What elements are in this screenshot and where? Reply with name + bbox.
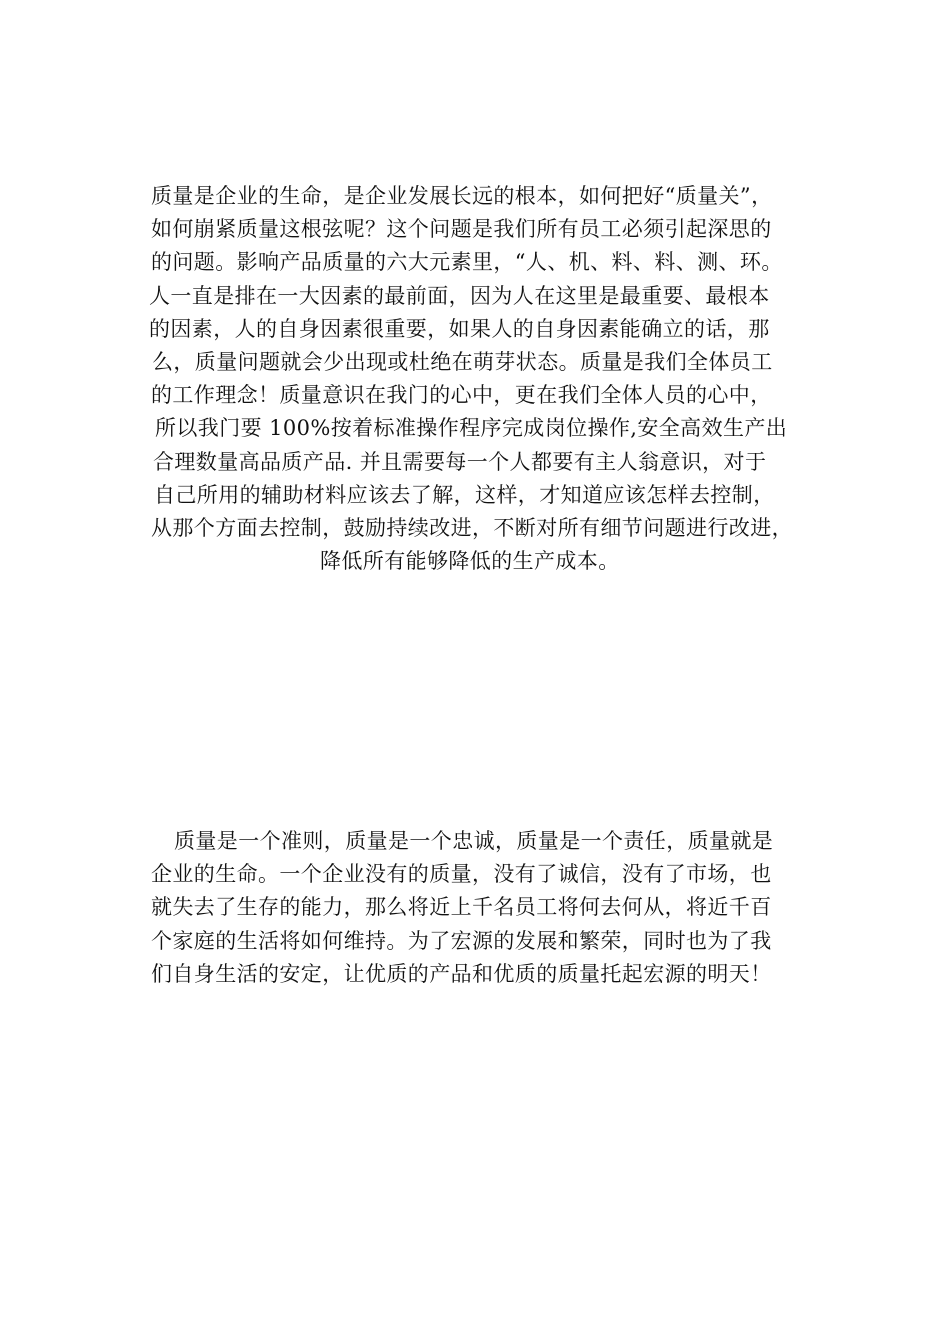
text-line: 如何崩紧质量这根弦呢？这个问题是我们所有员工必须引起深思的 — [151, 217, 772, 242]
text-line: 所以我门要 100%按着标准操作程序完成岗位操作,安全高效生产出 — [155, 416, 788, 441]
text-line: 的问题。影响产品质量的六大元素里，“人、机、料、料、测、环。 — [151, 250, 783, 275]
text-line: 质量是一个准则，质量是一个忠诚，质量是一个责任，质量就是 — [174, 829, 774, 853]
text-line: 的工作理念！质量意识在我门的心中，更在我们全体人员的心中， — [151, 383, 772, 408]
text-line: 的因素，人的自身因素很重要，如果人的自身因素能确立的话，那 — [149, 316, 770, 341]
text-line: 降低所有能够降低的生产成本。 — [320, 549, 620, 574]
text-line: 合理数量高品质产品. 并且需要每一个人都要有主人翁意识，对于 — [153, 449, 767, 474]
paragraph-quality-is-life — [140, 180, 810, 578]
text-line: 企业的生命。一个企业没有的质量，没有了诚信，没有了市场，也 — [151, 862, 772, 887]
text-line: 们自身生活的安定，让优质的产品和优质的质量托起宏源的明天！ — [151, 961, 772, 986]
text-line: 么，质量问题就会少出现或杜绝在萌芽状态。质量是我们全体员工 — [152, 349, 773, 374]
text-line: 质量是企业的生命，是企业发展长远的根本，如何把好“质量关”， — [151, 184, 773, 208]
text-line: 自己所用的辅助材料应该去了解，这样，才知道应该怎样去控制， — [154, 482, 775, 507]
text-line: 从那个方面去控制，鼓励持续改进，不断对所有细节问题进行改进， — [151, 515, 793, 540]
text-line: 就失去了生存的能力，那么将近上千名员工将何去何从，将近千百 — [151, 895, 772, 920]
text-line: 人一直是排在一大因素的最前面，因为人在这里是最重要、最根本 — [149, 283, 770, 308]
paragraph-quality-principle — [140, 825, 810, 991]
text-line: 个家庭的生活将如何维持。为了宏源的发展和繁荣，同时也为了我 — [151, 928, 772, 953]
